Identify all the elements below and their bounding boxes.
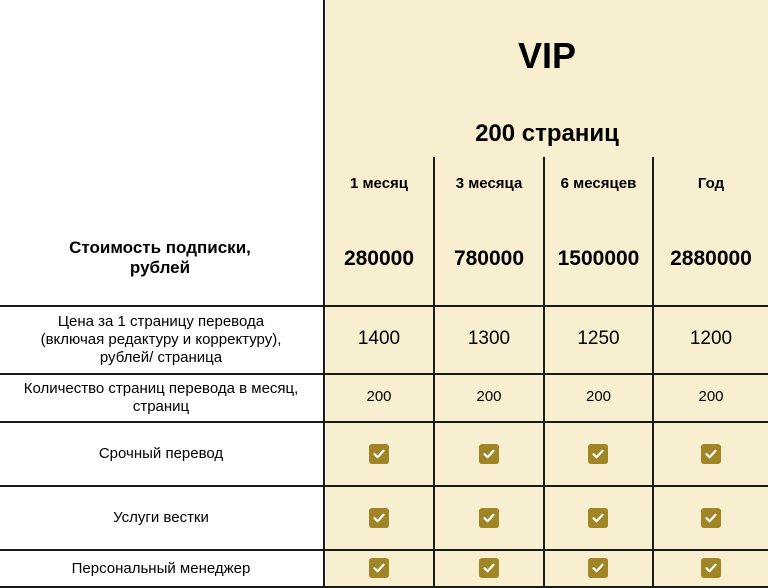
- pages-per-month: 200: [585, 388, 612, 405]
- checkbox-checked-icon: [479, 444, 499, 464]
- page-price: 1400: [357, 327, 401, 349]
- row-label-line: страниц: [132, 398, 190, 415]
- checkbox-checked-icon: [588, 508, 608, 528]
- row-label-page-price: [0, 308, 322, 372]
- checkbox-checked-icon: [479, 508, 499, 528]
- checkbox-checked-icon: [701, 444, 721, 464]
- period-header: 1 месяц: [349, 175, 409, 192]
- divider: [0, 373, 768, 375]
- row-label-line: (включая редактуру и корректуру),: [40, 331, 282, 348]
- pages-per-month: 200: [476, 388, 502, 405]
- page-price: 1250: [577, 327, 620, 349]
- row-label-urgent: Срочный перевод: [98, 445, 224, 462]
- subscription-price: 2880000: [670, 247, 752, 271]
- checkbox-checked-icon: [369, 508, 389, 528]
- checkbox-checked-icon: [588, 558, 608, 578]
- divider: [0, 305, 768, 307]
- checkbox-checked-icon: [701, 558, 721, 578]
- row-label-subscription: Стоимость подписки, рублей: [69, 237, 251, 277]
- row-label-pages-per-month: [0, 376, 322, 420]
- checkbox-checked-icon: [588, 444, 608, 464]
- checkbox-checked-icon: [479, 558, 499, 578]
- row-label-line: Цена за 1 страницу перевода: [57, 313, 265, 330]
- row-label-layout: Услуги вестки: [113, 509, 209, 526]
- row-label-line: Количество страниц перевода в месяц,: [23, 380, 299, 397]
- divider: [323, 0, 325, 588]
- row-label-manager: Персональный менеджер: [71, 559, 251, 577]
- period-header: 3 месяца: [455, 175, 523, 192]
- plan-name: VIP: [517, 35, 577, 77]
- checkbox-checked-icon: [369, 558, 389, 578]
- period-header: Год: [697, 175, 725, 192]
- checkbox-checked-icon: [369, 444, 389, 464]
- period-header: 6 месяцев: [560, 175, 637, 192]
- pages-per-month: 200: [366, 388, 392, 405]
- page-price: 1200: [689, 327, 733, 349]
- subscription-price: 780000: [453, 247, 525, 271]
- checkbox-checked-icon: [701, 508, 721, 528]
- subscription-price: 1500000: [557, 247, 640, 271]
- pages-per-month: 200: [698, 388, 724, 405]
- subscription-price: 280000: [343, 247, 415, 271]
- plan-pages: 200 страниц: [475, 119, 619, 147]
- plan-column-background: [326, 0, 768, 588]
- row-label-line: рублей/ страница: [99, 349, 223, 366]
- page-price: 1300: [467, 327, 511, 349]
